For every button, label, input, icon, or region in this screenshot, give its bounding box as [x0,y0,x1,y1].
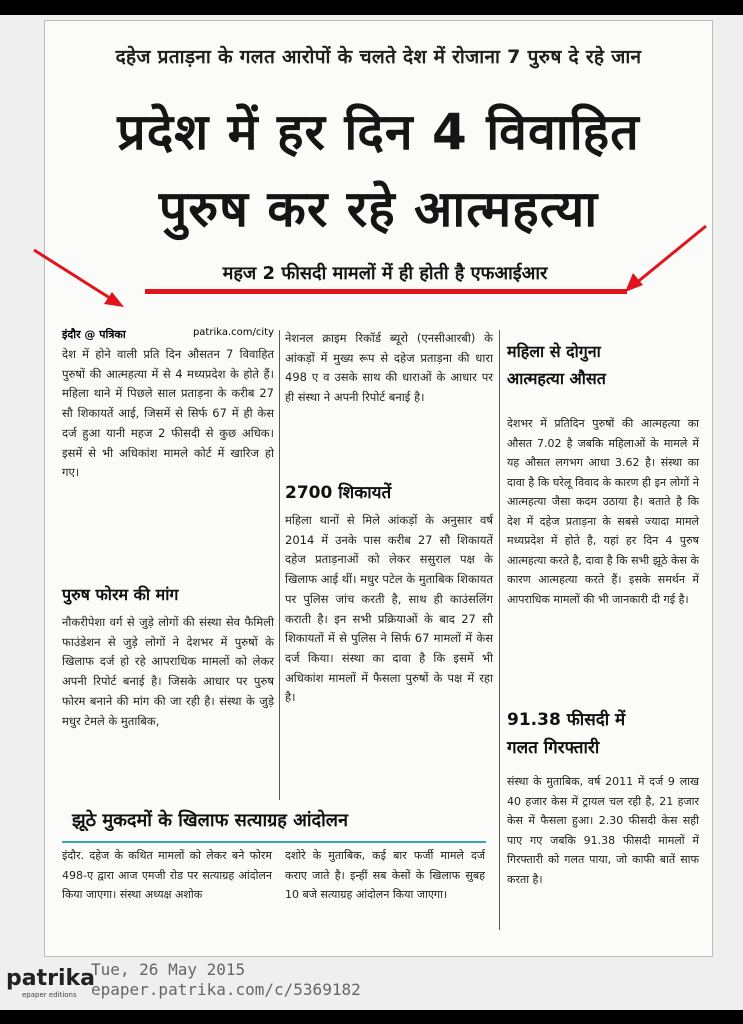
epaper-url: epaper.patrika.com/c/5369182 [91,980,361,999]
banner-left-paragraph: इंदौर. दहेज के कथित मामलों को लेकर बने फोरम 498-ए द्वारा आज एमजी रोड पर सत्याग्रह आंदोलन किया जाएगा। संस्था अध्यक्ष अशोक [62,849,272,901]
col3-box2-title-line-1: 91.38 फीसदी में [507,710,626,730]
epaper-info [91,960,361,1000]
column-3-text-2 [507,772,699,889]
col2-paragraph: नेशनल क्राइम रिकॉर्ड ब्यूरो (एनसीआरबी) के आंकड़ों में मुख्य रूप से दहेज प्रताड़ना की धारा 498 ए व उसके साथ की धाराओं के आधार पर ही संस्था ने अपनी रिपोर्ट बनाई है। [285,331,493,405]
col3-paragraph-2: संस्था के मुताबिक, वर्ष 2011 में दर्ज 9 लाख 40 हजार केस में ट्रायल चल रही है, 21 हजार केस में फैसला हुआ। 2.30 फीसदी केस सही पाए गए जबकि 91.38 फीसदी मामलों में गिरफ्तारी को गलत पाया, जो काफी बातें साफ करता है। [507,775,699,886]
column-1-para-1 [62,345,274,483]
column-2-para-1 [285,329,493,408]
col3-paragraph: देशभर में प्रतिदिन पुरुषों की आत्महत्या का औसत 7.02 है जबकि महिलाओं के मामले में यह औसत लगभग आधा 3.62 है। संस्था का दावा है कि घरेलू विवाद के कारण ही इन लोगों ने आत्महत्या जैसा कदम उठाया है। बताते है कि देश में दहेज प्रताड़ना के सबसे ज्यादा मामले मध्यप्रदेश में होते है, यहां हर दिन 4 पुरुष आत्महत्या करते है, दावा है कि सभी झूठे केस के कारण आत्महत्या करते हैं। इसके समर्थन में आपराधिक मामलों की भी जानकारी दी गई है। [507,417,699,606]
column-2-para-2 [285,511,493,708]
col2-subhead: 2700 शिकायतें [285,483,392,503]
col1-subhead: पुरुष फोरम की मांग [62,585,179,604]
headline-line-1: प्रदेश में हर दिन 4 विवाहित [117,103,640,161]
bottom-black-bar [0,1010,743,1024]
banner-title: झूठे मुकदमों के खिलाफ सत्याग्रह आंदोलन [72,810,348,831]
col1-paragraph-2: नौकरीपेशा वर्ग से जुड़े लोगों की संस्था सेव फैमिली फाउंडेशन से जुड़े लोगों ने देशभर में पुरुषों के खिलाफ दर्ज हो रहे आपराधिक मामलों को लेकर अपनी रिपोर्ट बनाई है। जिसके आधार पर पुरुष फोरम बनाने की मांग की जा रही है। संस्था के जुड़े मधुर टेमले के मुताबिक, [62,615,274,728]
column-rule-2 [499,330,500,930]
column-3-text-1 [507,414,699,609]
banner-left-text [62,846,272,905]
dateline-site: patrika.com/city [192,327,274,338]
banner-rule [62,841,486,843]
patrika-logo-subtitle: epaper editions [22,991,77,999]
column-1-para-2 [62,613,274,731]
column-rule-1 [279,330,280,800]
banner-right-text [285,846,485,905]
col3-box2-title-line-2: गलत गिरफ्तारी [507,738,600,758]
left-arrow-icon [34,250,124,307]
col3-box2-title [507,706,697,762]
banner-right-paragraph: दशोरे के मुताबिक, कई बार फर्जी मामले दर्ज कराए जाते है। इन्हीं सब केसों के खिलाफ सुबह 10 बजे सत्याग्रह आंदोलन किया जाएगा। [285,849,485,901]
deck: महज 2 फीसदी मामलों में ही होती है एफआईआर [222,263,548,284]
col3-box1-title-line-2: आत्महत्या औसत [507,369,606,388]
right-arrow-icon [625,226,706,292]
dateline [62,327,274,342]
kicker: दहेज प्रताड़ना के गलत आरोपों के चलते देश में रोजाना 7 पुरुष दे रहे जान [115,46,642,68]
col3-box1-title [507,338,697,392]
col3-box1-title-line-1: महिला से दोगुना [507,342,601,361]
epaper-date: Tue, 26 May 2015 [91,960,246,979]
patrika-logo: patrika [6,966,95,991]
headline-line-2: पुरुष कर रहे आत्महत्या [158,180,599,238]
col1-paragraph: देश में होने वाली प्रति दिन औसतन 7 विवाहित पुरुषों की आत्महत्या में से 4 मध्यप्रदेश के होते हैं। महिला थाने में पिछले साल प्रताड़ना के करीब 27 सौ शिकायतें आई, जिसमें से सिर्फ 67 में ही केस दर्ज हुआ यानी महज 2 फीसदी से कुछ अधिक। इसमें से भी अधिकांश मामले कोर्ट में खारिज हो गए। [62,347,274,480]
dateline-place: इंदौर @ पत्रिका [62,328,126,341]
col2-paragraph-2: महिला थानों से मिले आंकड़ों के अनुसार वर्ष 2014 में उनके पास करीब 27 सौ शिकायतें दहेज प्रताड़नाओं को लेकर ससुराल पक्ष के खिलाफ आई थीं। मधुर पटेल के मुताबिक शिकायत पर पुलिस जांच करती है, साथ ही काउंसलिंग कराती है। इन सभी प्रक्रियाओं के बाद 27 सौ शिकायतों में से पुलिस ने सिर्फ 67 मामलों में केस दर्ज किया। संस्था का दावा है कि इसमें भी अधिकांश मामलों में फैसला पुरुषों के पक्ष में रहा है। [285,513,493,705]
